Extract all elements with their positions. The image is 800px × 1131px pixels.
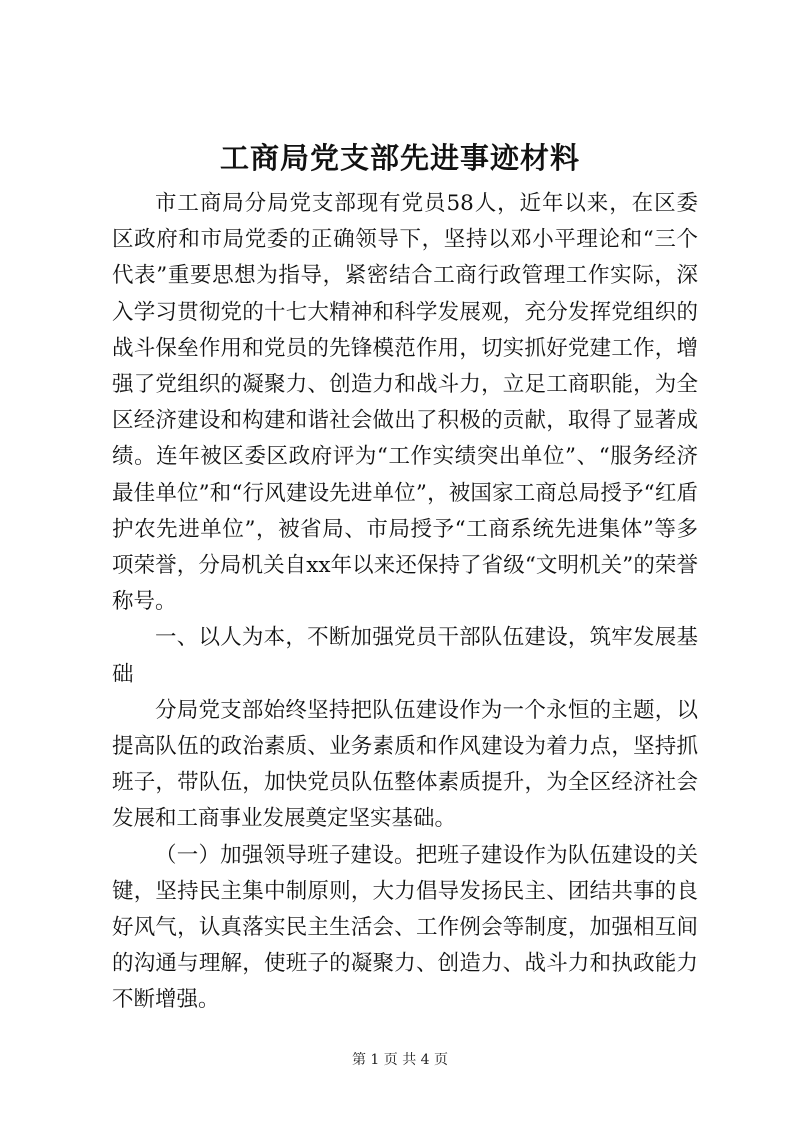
section-paragraph: 分局党支部始终坚持把队伍建设作为一个永恒的主题，以提高队伍的政治素质、业务素质和作风建设为着力点，坚持抓班子，带队伍，加快党员队伍整体素质提升，为全区经济社会发展和工商事业发展奠定坚实基础。 [112, 697, 698, 832]
page-footer: 第 1 页 共 4 页 [351, 1052, 449, 1068]
subsection-paragraph: （一）加强领导班子建设。把班子建设作为队伍建设的关键，坚持民主集中制原则，大力倡导发扬民主、团结共事的良好风气，认真落实民主生活会、工作例会等制度，加强相互间的沟通与理解，使班子的凝聚力、创造力、战斗力和执政能力不断增强。 [112, 842, 698, 1013]
document-body [112, 186, 698, 1019]
intro-paragraph: 市工商局分局党支部现有党员58人，近年以来，在区委区政府和市局党委的正确领导下，坚持以邓小平理论和“三个代表”重要思想为指导，紧密结合工商行政管理工作实际，深入学习贯彻党的十七大精神和科学发展观，充分发挥党组织的战斗保垒作用和党员的先锋模范作用，切实抓好党建工作，增强了党组织的凝聚力、创造力和战斗力，立足工商职能，为全区经济建设和构建和谐社会做出了积极的贡献，取得了显著成绩。连年被区委区政府评为“工作实绩突出单位”、“服务经济最佳单位”和“行风建设先进单位”，被国家工商总局授予“红盾护农先进单位”，被省局、市局授予“工商系统先进集体”等多项荣誉，分局机关自xx年以来还保持了省级“文明机关”的荣誉称号。 [112, 191, 698, 615]
document-title: 工商局党支部先进事迹材料 [219, 141, 580, 175]
section-heading: 一、以人为本，不断加强党员干部队伍建设，筑牢发展基础 [112, 625, 698, 687]
